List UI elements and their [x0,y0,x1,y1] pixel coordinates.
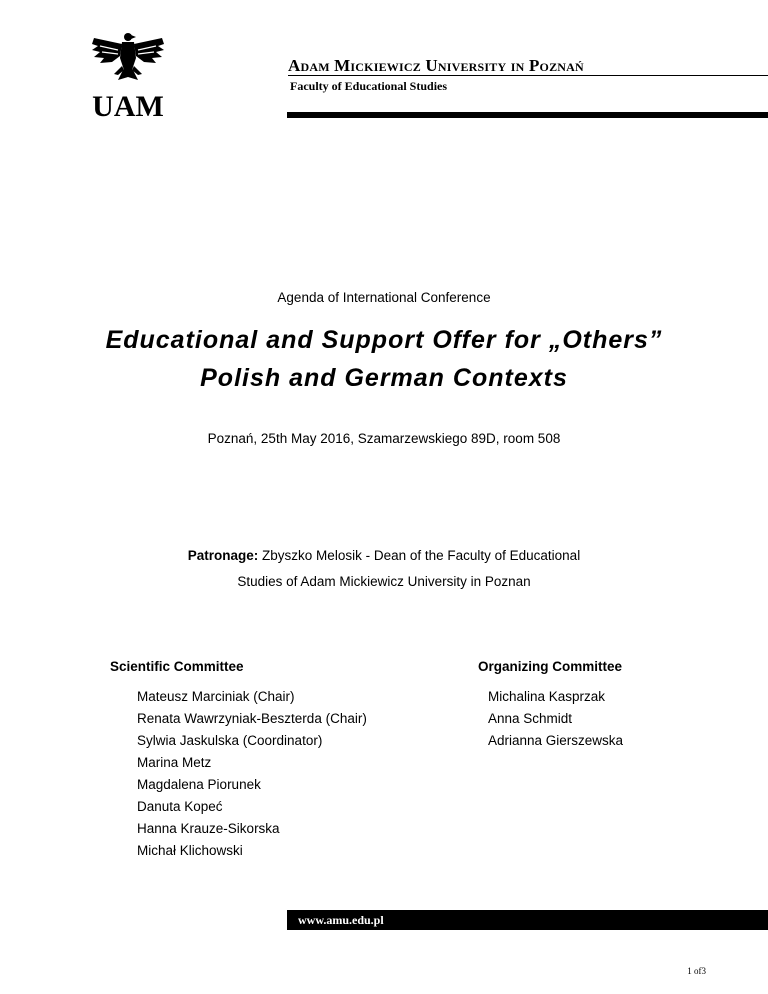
uam-logo [88,30,168,120]
committee-member: Michalina Kasprzak [488,689,606,704]
scientific-committee-title: Scientific Committee [110,659,244,674]
committee-member: Hanna Krauze-Sikorska [137,821,280,836]
committee-member: Marina Metz [137,755,212,770]
organizing-committee-list [488,686,623,752]
patronage-label: Patronage: [187,548,259,563]
agenda-label: Agenda of International Conference [277,290,491,305]
university-name: Adam Mickiewicz University in Poznań [288,56,584,75]
patronage-text-1: Zbyszko Melosik - Dean of the Faculty of Educational [258,548,581,563]
conference-subtitle: Polish and German Contexts [200,364,568,392]
conference-title: Educational and Support Offer for „Others” [105,326,663,354]
header-bar [287,112,768,118]
committee-member: Anna Schmidt [488,711,573,726]
committee-member: Michał Klichowski [137,843,243,858]
organizing-committee-title: Organizing Committee [478,659,623,674]
committee-member: Sylwia Jaskulska (Coordinator) [137,733,323,748]
committee-member: Renata Wawrzyniak-Beszterda (Chair) [137,711,367,726]
faculty-name: Faculty of Educational Studies [290,79,448,93]
committee-member: Danuta Kopeć [137,799,223,814]
footer-website-link[interactable]: www.amu.edu.pl [298,913,384,927]
committee-member: Mateusz Marciniak (Chair) [137,689,295,704]
committee-member: Magdalena Piorunek [137,777,261,792]
patronage-text-2: Studies of Adam Mickiewicz University in Poznan [237,574,531,589]
svg-text:UAM: UAM [92,90,164,120]
venue-info: Poznań, 25th May 2016, Szamarzewskiego 89D, room 508 [207,431,561,446]
page-number: 1 of3 [687,966,706,976]
header-divider [288,75,768,76]
patronage-line-1 [0,543,768,569]
patronage-block [0,543,768,595]
scientific-committee-list [137,686,367,862]
committee-member: Adrianna Gierszewska [488,733,624,748]
